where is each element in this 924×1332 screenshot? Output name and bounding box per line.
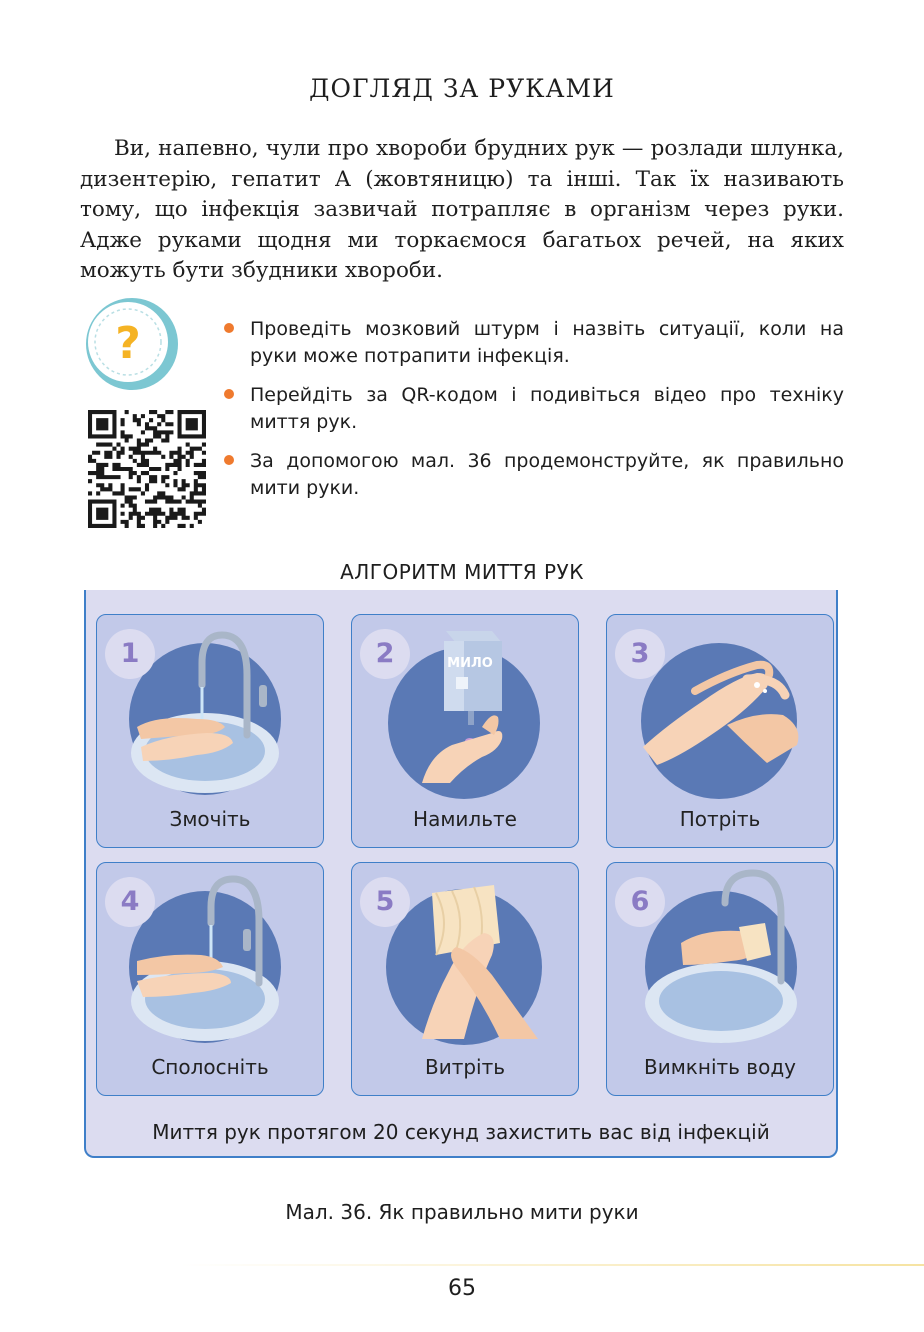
qr-code-icon[interactable] xyxy=(88,410,206,528)
qr-finder xyxy=(178,410,206,438)
qr-finder xyxy=(88,500,116,528)
step-card-1 xyxy=(96,614,324,848)
page-divider xyxy=(180,1264,924,1266)
bullet-icon xyxy=(224,323,234,333)
step-number: 1 xyxy=(105,629,155,679)
intro-paragraph: Ви, напевно, чули про хвороби брудних рук — розлади шлунка, дизентерію, гепатит А (жовтяницю) та інші. Так їх називають тому, що інфекція зазвичай потрапляє в організм через руки. Адже руками щодня ми торкаємося багатьох речей, на яких можуть бути збудники хвороби. xyxy=(80,136,844,283)
step-label: Вимкніть воду xyxy=(643,1055,796,1079)
step-label: Змочіть xyxy=(169,807,251,831)
question-mark: ? xyxy=(115,318,141,369)
algorithm-frame xyxy=(84,590,838,1158)
step-card-6 xyxy=(606,862,834,1096)
task-text: За допомогою мал. 36 продемонструйте, як правильно мити руки. xyxy=(250,450,844,499)
step-card-3 xyxy=(606,614,834,848)
bullet-icon xyxy=(224,389,234,399)
page-title: ДОГЛЯД ЗА РУКАМИ xyxy=(309,74,615,103)
step-card-5 xyxy=(351,862,579,1096)
step-label: Сполосніть xyxy=(151,1055,269,1079)
list-item xyxy=(224,448,844,502)
page-number: 65 xyxy=(448,1276,476,1301)
step-label: Потріть xyxy=(679,807,761,831)
bullet-icon xyxy=(224,455,234,465)
task-list xyxy=(224,316,844,514)
list-item xyxy=(224,382,844,436)
step-number: 2 xyxy=(360,629,410,679)
step-number: 4 xyxy=(105,877,155,927)
step-card-2 xyxy=(351,614,579,848)
algorithm-title: АЛГОРИТМ МИТТЯ РУК xyxy=(340,560,584,584)
task-text: Проведіть мозковий штурм і назвіть ситуації, коли на руки може потрапити інфекція. xyxy=(250,318,844,367)
qr-finder xyxy=(88,410,116,438)
step-card-4 xyxy=(96,862,324,1096)
algorithm-note: Миття рук протягом 20 секунд захистить вас від інфекцій xyxy=(152,1120,770,1144)
task-text: Перейдіть за QR-кодом і подивіться відео про техніку миття рук. xyxy=(250,384,844,433)
question-icon xyxy=(84,296,180,392)
step-number: 6 xyxy=(615,877,665,927)
figure-caption: Мал. 36. Як правильно мити руки xyxy=(285,1200,639,1224)
list-item xyxy=(224,316,844,370)
step-number: 3 xyxy=(615,629,665,679)
step-label: Витріть xyxy=(424,1055,506,1079)
step-label: Намильте xyxy=(413,807,517,831)
soap-label: МИЛО xyxy=(447,656,493,671)
step-number: 5 xyxy=(360,877,410,927)
